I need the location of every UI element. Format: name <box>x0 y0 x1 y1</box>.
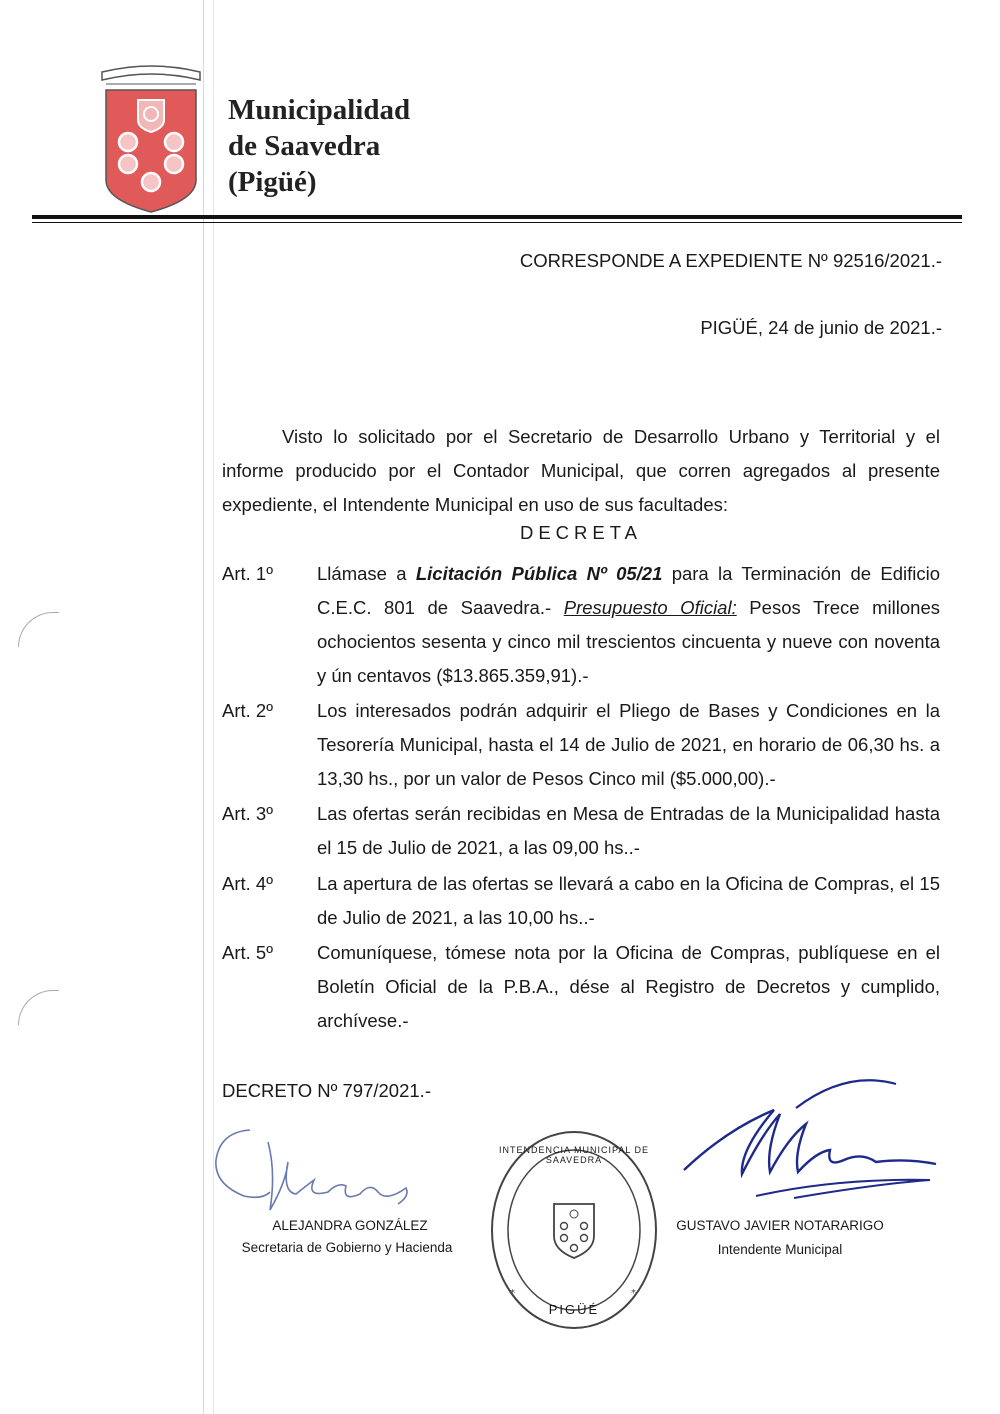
header-rule <box>32 215 962 219</box>
article-body <box>317 557 940 693</box>
article-3 <box>222 797 940 865</box>
svg-text:*: * <box>631 1288 636 1299</box>
document-date: PIGÜÉ, 24 de junio de 2021.- <box>700 317 942 338</box>
seal-bottom-text: PIGÜÉ <box>548 1302 600 1317</box>
article-text: Llámase a <box>317 563 416 584</box>
signatory-name: ALEJANDRA GONZÁLEZ <box>272 1218 428 1233</box>
article-5 <box>222 936 940 1038</box>
punch-hole-mark <box>18 612 59 647</box>
signature-icon <box>210 1122 430 1227</box>
decree-number: DECRETO Nº 797/2021.- <box>222 1080 431 1101</box>
org-line-1: Municipalidad <box>228 94 411 126</box>
expediente-reference: CORRESPONDE A EXPEDIENTE Nº 92516/2021.- <box>519 250 942 271</box>
seal-ring-text: INTENDENCIA MUNICIPAL DE SAAVEDRA <box>498 1145 650 1165</box>
article-body: Los interesados podrán adquirir el Pliego de Bases y Condiciones en la Tesorería Municipal, hasta el 14 de Julio de 2021, en horario de 06,30 hs. a 13,30 hs., por un valor de Pesos Cinco mil ($5.000,00).- <box>317 700 940 789</box>
licitacion-title: Licitación Pública Nº 05/21 <box>415 563 663 584</box>
signatory-role: Intendente Municipal <box>717 1242 843 1257</box>
signatory-name: GUSTAVO JAVIER NOTARARIGO <box>676 1218 884 1233</box>
organization-name <box>228 92 410 200</box>
article-text: Pesos Trece millones ochocientos sesenta y cinco mil trescientos cincuenta y nueve con noventa y ún centavos ($13.865.359,91).- <box>317 597 941 686</box>
article-number: Art. 5º <box>222 942 273 963</box>
header-rule-thin <box>32 222 962 223</box>
preamble-text: Visto lo solicitado por el Secretario de Desarrollo Urbano y Territorial y el informe producido por el Contador Municipal, que corren agregados al presente expediente, el Intendente Municipal en uso de sus facultades: <box>222 426 940 515</box>
article-2 <box>222 694 940 796</box>
article-number: Art. 4º <box>222 873 273 894</box>
org-line-2: de Saavedra <box>228 130 381 162</box>
svg-text:*: * <box>510 1288 515 1299</box>
article-number: Art. 3º <box>222 803 273 824</box>
article-text: para la Terminación de Edificio C.E.C. 801 de Saavedra.- <box>317 563 940 618</box>
article-body: Las ofertas serán recibidas en Mesa de Entradas de la Municipalidad hasta el 15 de Julio de 2021, a las 09,00 hs..- <box>317 803 940 858</box>
article-number: Art. 2º <box>222 700 273 721</box>
preamble <box>222 420 940 522</box>
article-4 <box>222 867 940 935</box>
article-body: Comuníquese, tómese nota por la Oficina de Compras, publíquese en el Boletín Oficial de la P.B.A., dése al Registro de Decretos y cumplido, archívese.- <box>317 942 940 1031</box>
signatory-role: Secretaria de Gobierno y Hacienda <box>241 1240 453 1255</box>
presupuesto-label: Presupuesto Oficial: <box>563 597 737 618</box>
org-line-3: (Pigüé) <box>228 166 317 198</box>
decreta-heading: DECRETA <box>519 522 643 543</box>
signature-icon <box>676 1074 948 1214</box>
article-number: Art. 1º <box>222 563 273 584</box>
article-body: La apertura de las ofertas se llevará a cabo en la Oficina de Compras, el 15 de Julio de 2021, a las 10,00 hs..- <box>317 873 940 928</box>
article-1 <box>222 557 940 693</box>
crest-icon <box>98 62 204 218</box>
punch-hole-mark <box>18 990 59 1025</box>
